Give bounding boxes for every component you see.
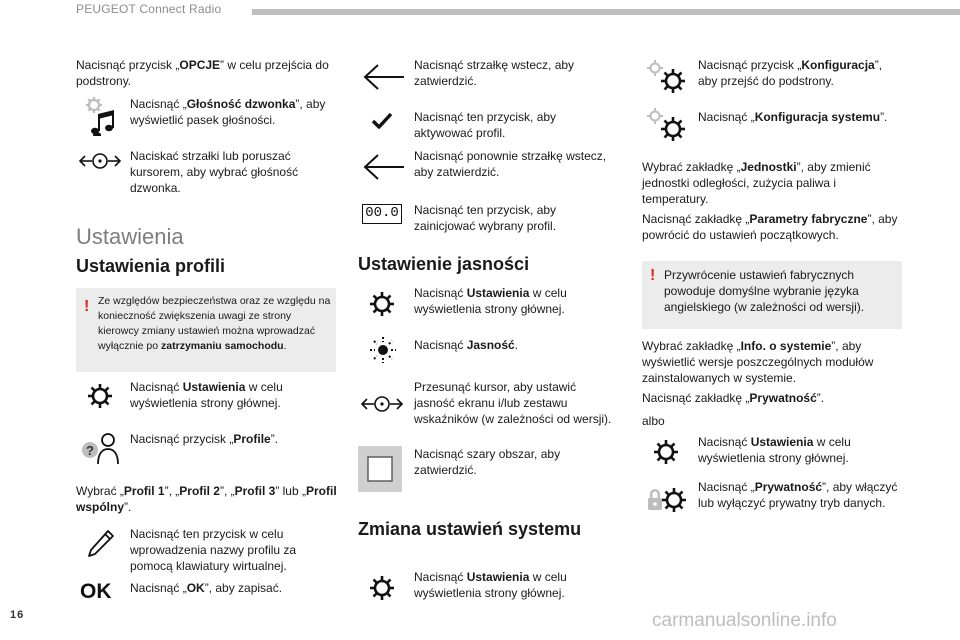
col2-step7: Przesunąć kursor, aby ustawić jasność ekranu i/lub zestawu wskaźników (w zależności od wersji). (414, 380, 612, 426)
back-arrow-icon (362, 152, 406, 182)
col2-step5: Nacisnąć Ustawienia w celu wyświetlenia strony głównej. (414, 286, 567, 316)
subsection-title-profiles: Ustawienia profili (76, 256, 226, 276)
safety-note-text: Ze względów bezpieczeństwa oraz ze względu na konieczność zwiększenia uwagi ze strony kierowcy zmiany ustawień można wprowadzać wyłącznie po zatrzymaniu samochodu. (98, 295, 331, 352)
gear-lock-icon (646, 484, 688, 516)
ok-icon: OK (80, 580, 112, 603)
gear-icon (86, 382, 114, 410)
gear-icon (652, 438, 680, 466)
col1-step3: Nacisnąć Ustawienia w celu wyświetlenia strony głównej. (130, 380, 283, 410)
col2-step4: Nacisnąć ten przycisk, aby zainicjować wybrany profil. (414, 203, 557, 233)
factory-note-text: Przywrócenie ustawień fabrycznych powoduje domyślne wybranie języka angielskiego (w zależności od wersji). (664, 268, 865, 314)
col3-step4: Nacisnąć „Prywatność”, aby włączyć lub wyłączyć prywatny tryb danych. (698, 480, 898, 510)
gear-sub-icon (646, 106, 688, 144)
running-header: PEUGEOT Connect Radio (76, 2, 222, 16)
col3-albo: albo (642, 414, 665, 428)
gear-sub-icon (646, 58, 688, 96)
col1-step1: Nacisnąć „Głośność dzwonka”, aby wyświetlić pasek głośności. (130, 97, 326, 127)
col2-step1: Nacisnąć strzałkę wstecz, aby zatwierdzić. (414, 58, 575, 88)
col3-para-privacy: Nacisnąć zakładkę „Prywatność”. (642, 391, 825, 405)
svg-text:?: ? (86, 443, 94, 458)
grey-area-icon (358, 446, 402, 492)
col2-step2: Nacisnąć ten przycisk, aby aktywować profil. (414, 110, 557, 140)
col3-para-info: Wybrać zakładkę „Info. o systemie”, aby wyświetlić wersje poszczególnych modułów zainstalowanych w systemie. (642, 339, 874, 385)
gear-music-note-icon (84, 96, 118, 136)
arrows-circle-icon (78, 150, 122, 172)
col2-step6: Nacisnąć Jasność. (414, 338, 519, 352)
col1-step6: Nacisnąć „OK”, aby zapisać. (130, 581, 283, 595)
col3-para-units: Wybrać zakładkę „Jednostki”, aby zmienić jednostki odległości, zużycia paliwa i temperatury. (642, 160, 871, 206)
safety-note-box (76, 288, 336, 372)
factory-note-box (642, 261, 902, 329)
section-title-system: Zmiana ustawień systemu (358, 519, 582, 539)
col2-step9: Nacisnąć Ustawienia w celu wyświetlenia strony głównej. (414, 570, 567, 600)
back-arrow-icon (362, 62, 406, 92)
col1-step4: Nacisnąć przycisk „Profile”. (130, 432, 279, 446)
col1-intro: Nacisnąć przycisk „OPCJE” w celu przejścia do podstrony. (76, 58, 329, 88)
section-title-brightness: Ustawienie jasności (358, 254, 530, 274)
profile-question-icon (80, 430, 122, 466)
gear-icon (368, 290, 396, 318)
col2-step3: Nacisnąć ponownie strzałkę wstecz, aby zatwierdzić. (414, 149, 607, 179)
col3-para-factory: Nacisnąć zakładkę „Parametry fabryczne”, aby powrócić do ustawień początkowych. (642, 212, 898, 242)
col3-step1: Nacisnąć przycisk „Konfiguracja”, aby przejść do podstrony. (698, 58, 883, 88)
col2-step8: Nacisnąć szary obszar, aby zatwierdzić. (414, 447, 561, 477)
page-number: 16 (10, 609, 25, 621)
col3-step2: Nacisnąć „Konfiguracja systemu”. (698, 110, 888, 124)
checkmark-icon (371, 111, 393, 131)
arrows-circle-icon (360, 393, 404, 415)
watermark: carmanualsonline.info (652, 610, 837, 631)
col1-choose-profile: Wybrać „Profil 1”, „Profil 2”, „Profil 3” lub „Profil wspólny”. (76, 484, 337, 514)
col1-step2: Naciskać strzałki lub poruszać kursorem, aby wybrać głośność dzwonka. (130, 149, 299, 195)
col1-step5: Nacisnąć ten przycisk w celu wprowadzenia nazwy profilu za pomocą klawiatury wirtualnej. (130, 527, 297, 573)
warning-exclamation-icon: ! (84, 298, 90, 315)
section-title-settings: Ustawienia (76, 224, 184, 249)
brightness-icon (368, 336, 398, 364)
pencil-icon (86, 528, 116, 560)
reset-profile-icon: 00.0 (362, 204, 402, 224)
col3-step3: Nacisnąć Ustawienia w celu wyświetlenia strony głównej. (698, 435, 851, 465)
header-rule (252, 9, 960, 15)
gear-icon (368, 574, 396, 602)
warning-exclamation-icon: ! (650, 267, 656, 284)
